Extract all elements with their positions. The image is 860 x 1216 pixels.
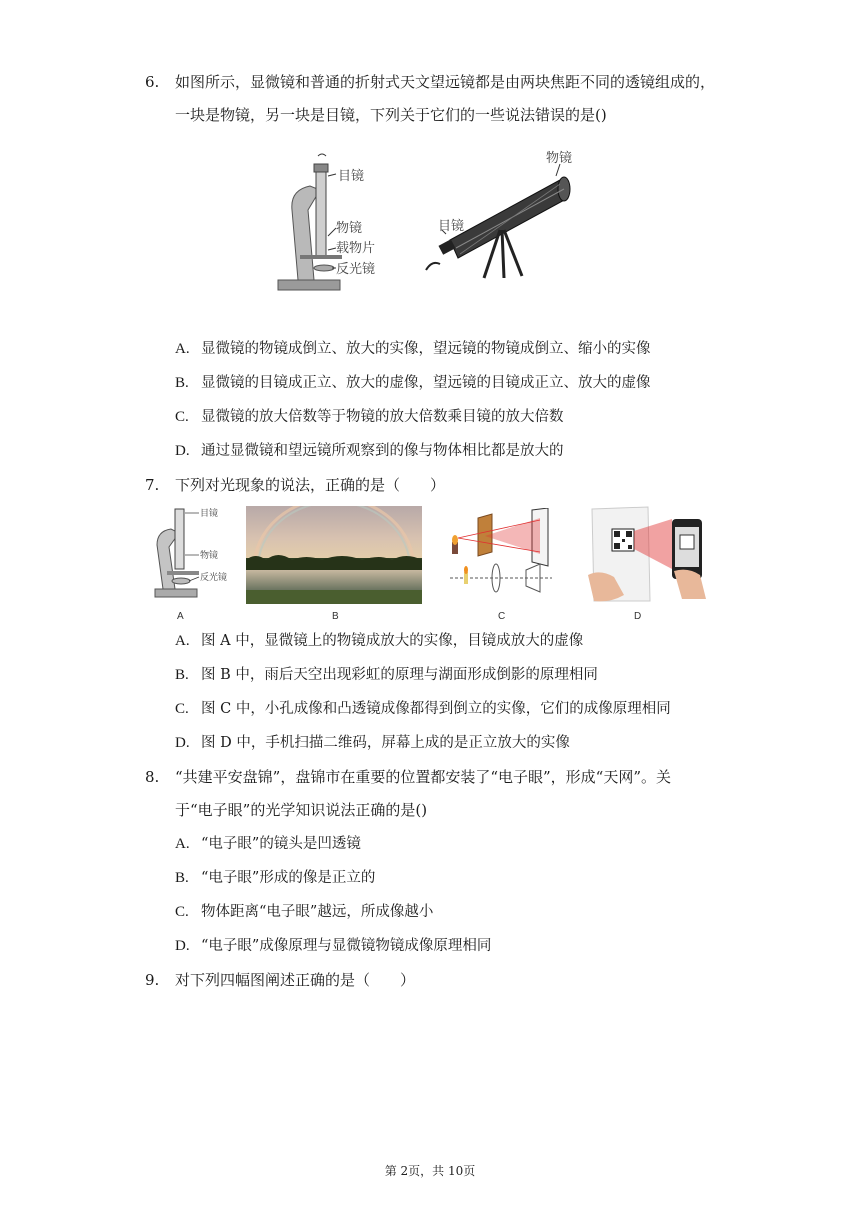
microscope-label-objective: 物镜 bbox=[336, 221, 363, 236]
option-text: “电子眼”成像原理与显微镜物镜成像原理相同 bbox=[201, 938, 492, 954]
microscope-label-stage: 载物片 bbox=[336, 241, 376, 256]
microscope-drawing bbox=[278, 154, 342, 290]
question-8-option-a[interactable] bbox=[175, 833, 361, 855]
option-letter: C. bbox=[175, 409, 189, 425]
option-text: 图 D 中，手机扫描二维码，屏幕上成的是正立放大的实像 bbox=[201, 735, 570, 751]
option-text: “电子眼”形成的像是正立的 bbox=[201, 870, 376, 886]
option-letter: A. bbox=[175, 341, 190, 357]
question-6-option-c[interactable] bbox=[175, 406, 564, 428]
figure-a-label-eyepiece: 目镜 bbox=[200, 509, 219, 519]
option-letter: D. bbox=[175, 443, 190, 459]
option-letter: B. bbox=[175, 667, 189, 683]
page-footer: 第 2页，共 10页 bbox=[384, 1164, 476, 1178]
question-8-stem-line1: “共建平安盘锦”，盘锦市在重要的位置都安装了“电子眼”，形成“天网”。关 bbox=[175, 768, 672, 786]
option-text: 显微镜的目镜成正立、放大的虚像，望远镜的目镜成正立、放大的虚像 bbox=[201, 375, 651, 391]
question-9-stem-line1: 对下列四幅图阐述正确的是（ ） bbox=[175, 971, 416, 989]
figure-a-label-objective: 物镜 bbox=[200, 551, 219, 561]
question-7-option-a[interactable] bbox=[175, 630, 583, 652]
question-9-number: 9. bbox=[145, 971, 160, 989]
option-letter: D. bbox=[175, 735, 190, 751]
option-letter: C. bbox=[175, 701, 189, 717]
figure-caption-d: D bbox=[634, 611, 642, 622]
question-8-number: 8. bbox=[145, 768, 160, 786]
figure-caption-b: B bbox=[332, 611, 339, 622]
question-7-option-c[interactable] bbox=[175, 698, 671, 720]
option-text: 图 C 中，小孔成像和凸透镜成像都得到倒立的实像，它们的成像原理相同 bbox=[201, 701, 671, 717]
option-letter: B. bbox=[175, 870, 189, 886]
question-6-stem-line2: 一块是物镜，另一块是目镜，下列关于它们的一些说法错误的是() bbox=[175, 106, 607, 124]
option-text: 图 B 中，雨后天空出现彩虹的原理与湖面形成倒影的原理相同 bbox=[201, 667, 598, 683]
telescope-label-objective: 物镜 bbox=[546, 151, 573, 166]
option-letter: C. bbox=[175, 904, 189, 920]
microscope-label-mirror: 反光镜 bbox=[336, 262, 376, 277]
question-6-option-b[interactable] bbox=[175, 372, 651, 394]
question-7-stem-line1: 下列对光现象的说法，正确的是（ ） bbox=[175, 476, 446, 494]
figure-a-microscope bbox=[145, 505, 235, 605]
figure-d-qr-scan bbox=[588, 505, 712, 603]
option-letter: D. bbox=[175, 938, 190, 954]
option-letter: A. bbox=[175, 633, 190, 649]
question-8-option-c[interactable] bbox=[175, 901, 433, 923]
question-7-number: 7. bbox=[145, 476, 160, 494]
option-text: 显微镜的放大倍数等于物镜的放大倍数乘目镜的放大倍数 bbox=[201, 409, 564, 425]
question-8-option-d[interactable] bbox=[175, 935, 491, 957]
microscope-label-eyepiece: 目镜 bbox=[338, 169, 365, 184]
figure-caption-a: A bbox=[177, 611, 184, 622]
question-7-option-b[interactable] bbox=[175, 664, 598, 686]
question-6-option-d[interactable] bbox=[175, 440, 564, 462]
figure-b-rainbow-photo bbox=[246, 506, 422, 604]
question-8-stem-line2: 于“电子眼”的光学知识说法正确的是() bbox=[175, 801, 428, 819]
option-text: “电子眼”的镜头是凹透镜 bbox=[201, 836, 361, 852]
option-letter: B. bbox=[175, 375, 189, 391]
question-6-stem-line1: 如图所示，显微镜和普通的折射式天文望远镜都是由两块焦距不同的透镜组成的， bbox=[175, 73, 716, 91]
figure-caption-c: C bbox=[498, 611, 506, 622]
question-6-number: 6. bbox=[145, 73, 160, 91]
option-text: 显微镜的物镜成倒立、放大的实像，望远镜的物镜成倒立、缩小的实像 bbox=[201, 341, 651, 357]
figure-c-optics-setup bbox=[448, 508, 558, 600]
option-text: 物体距离“电子眼”越远，所成像越小 bbox=[201, 904, 434, 920]
question-8-option-b[interactable] bbox=[175, 867, 375, 889]
question-6-option-a[interactable] bbox=[175, 338, 651, 360]
figure-a-label-mirror: 反光镜 bbox=[200, 573, 228, 583]
option-text: 通过显微镜和望远镜所观察到的像与物体相比都是放大的 bbox=[201, 443, 564, 459]
question-7-option-d[interactable] bbox=[175, 732, 570, 754]
telescope-label-eyepiece: 目镜 bbox=[438, 219, 465, 234]
option-text: 图 A 中，显微镜上的物镜成放大的实像，目镜成放大的虚像 bbox=[201, 633, 584, 649]
microscope-telescope-figure bbox=[270, 150, 590, 300]
option-letter: A. bbox=[175, 836, 190, 852]
